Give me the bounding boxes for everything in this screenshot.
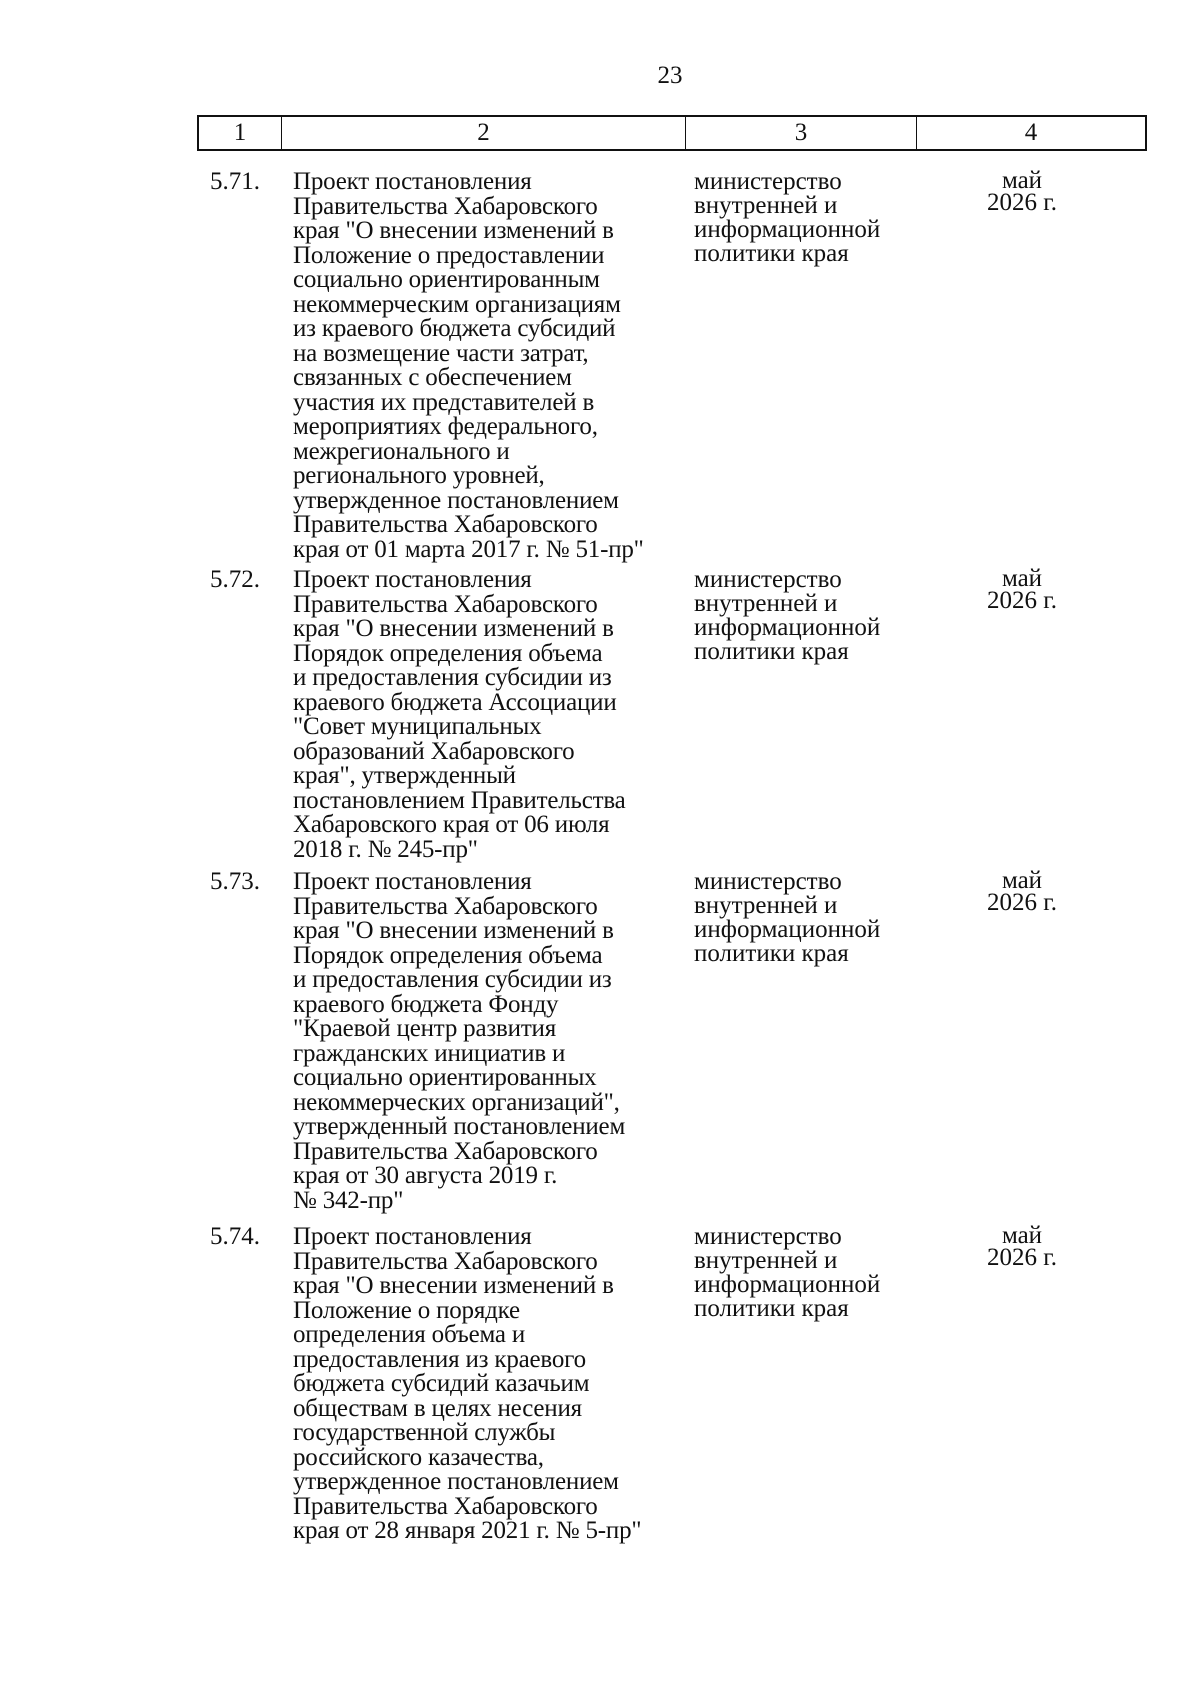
description-line: Правительства Хабаровского xyxy=(293,590,598,618)
table-header xyxy=(197,115,1147,151)
description-line: и предоставления субсидии из xyxy=(293,664,612,691)
description-line: утвержденный постановлением xyxy=(293,1113,626,1140)
deadline-line: 2026 г. xyxy=(987,889,1057,916)
description-line: некоммерческим организациям xyxy=(293,290,621,318)
executor-line: информационной xyxy=(694,1271,881,1298)
description-line: № 342-пр" xyxy=(293,1186,404,1214)
deadline-line: май xyxy=(1001,867,1043,894)
row-executor xyxy=(694,870,924,966)
executor-line: политики края xyxy=(694,1295,849,1322)
description-line: государственной службы xyxy=(293,1419,556,1446)
row-number: 5.71. xyxy=(210,168,260,195)
executor-line: политики края xyxy=(694,638,849,665)
row-number: 5.73. xyxy=(210,868,260,895)
description-line: краевого бюджета Фонду xyxy=(293,990,559,1018)
description-line: края от 30 августа 2019 г. xyxy=(293,1162,558,1189)
description-line: и предоставления субсидии из xyxy=(293,966,612,993)
description-line: Порядок определения объема xyxy=(293,639,603,667)
description-line: обществам в целях несения xyxy=(293,1394,582,1422)
description-line: края "О внесении изменений в xyxy=(293,217,614,244)
description-line: на возмещение части затрат, xyxy=(293,339,589,367)
executor-line: министерство xyxy=(694,868,842,895)
executor-line: политики края xyxy=(694,940,849,967)
row-deadline xyxy=(937,1222,1107,1271)
description-line: утвержденное постановлением xyxy=(293,1468,619,1495)
description-line: Хабаровского края от 06 июля xyxy=(293,811,610,838)
executor-line: министерство xyxy=(694,566,842,593)
executor-line: министерство xyxy=(694,1223,842,1250)
description-line: Правительства Хабаровского xyxy=(293,192,598,220)
description-line: Правительства Хабаровского xyxy=(293,511,598,538)
deadline-line: май xyxy=(1001,1222,1043,1249)
description-line: социально ориентированным xyxy=(293,266,600,293)
executor-line: внутренней и xyxy=(694,1247,838,1274)
description-line: российского казачества, xyxy=(293,1443,544,1471)
description-line: 2018 г. № 245-пр" xyxy=(293,835,478,863)
description-line: Проект постановления xyxy=(293,1223,532,1250)
description-line: некоммерческих организаций", xyxy=(293,1088,620,1116)
header-col-4: 4 xyxy=(1024,119,1038,146)
row-description xyxy=(293,568,678,862)
description-line: участия их представителей в xyxy=(293,388,595,416)
description-line: Правительства Хабаровского xyxy=(293,1247,598,1275)
description-line: Положение о предоставлении xyxy=(293,241,605,269)
row-executor xyxy=(694,1225,924,1321)
description-line: края", утвержденный xyxy=(293,762,516,789)
description-line: края "О внесении изменений в xyxy=(293,1272,614,1299)
row-executor xyxy=(694,170,924,266)
row-executor xyxy=(694,568,924,664)
header-col-3: 3 xyxy=(686,117,917,149)
description-line: Правительства Хабаровского xyxy=(293,1492,598,1520)
deadline-line: 2026 г. xyxy=(987,1244,1057,1271)
description-line: бюджета субсидий казачьим xyxy=(293,1370,590,1397)
row-description xyxy=(293,1225,678,1544)
header-col-1: 1 xyxy=(199,117,282,149)
description-line: края "О внесении изменений в xyxy=(293,917,614,944)
description-line: Правительства Хабаровского xyxy=(293,1137,598,1165)
header-col-2: 2 xyxy=(282,117,686,149)
description-line: Правительства Хабаровского xyxy=(293,892,598,920)
executor-line: министерство xyxy=(694,168,842,195)
description-line: края от 01 марта 2017 г. № 51-пр" xyxy=(293,535,644,563)
executor-line: внутренней и xyxy=(694,192,838,219)
executor-line: информационной xyxy=(694,216,881,243)
deadline-line: 2026 г. xyxy=(987,189,1057,216)
executor-line: внутренней и xyxy=(694,892,838,919)
description-line: края от 28 января 2021 г. № 5-пр" xyxy=(293,1517,642,1544)
deadline-line: май xyxy=(1001,167,1043,194)
description-line: Положение о порядке xyxy=(293,1296,520,1324)
description-line: утвержденное постановлением xyxy=(293,486,619,514)
description-line: предоставления из краевого xyxy=(293,1345,586,1373)
row-description xyxy=(293,170,678,562)
executor-line: внутренней и xyxy=(694,590,838,617)
description-line: определения объема и xyxy=(293,1321,526,1348)
executor-line: политики края xyxy=(694,240,849,267)
description-line: регионального уровней, xyxy=(293,462,545,489)
row-deadline xyxy=(937,167,1107,216)
description-line: "Совет муниципальных xyxy=(293,713,542,740)
deadline-line: 2026 г. xyxy=(987,587,1057,614)
description-line: Порядок определения объема xyxy=(293,941,603,969)
row-deadline xyxy=(937,867,1107,916)
description-line: мероприятиях федерального, xyxy=(293,413,598,440)
description-line: краевого бюджета Ассоциации xyxy=(293,688,617,716)
description-line: Проект постановления xyxy=(293,868,532,895)
description-line: Проект постановления xyxy=(293,168,532,195)
page-number: 23 xyxy=(657,62,683,89)
executor-line: информационной xyxy=(694,916,881,943)
description-line: образований Хабаровского xyxy=(293,737,575,765)
description-line: гражданских инициатив и xyxy=(293,1039,566,1067)
description-line: межрегионального и xyxy=(293,437,510,465)
description-line: постановлением Правительства xyxy=(293,786,626,814)
executor-line: информационной xyxy=(694,614,881,641)
description-line: "Краевой центр развития xyxy=(293,1015,557,1042)
deadline-line: май xyxy=(1001,565,1043,592)
row-description xyxy=(293,870,678,1213)
row-deadline xyxy=(937,565,1107,614)
row-number: 5.72. xyxy=(210,566,260,593)
row-number: 5.74. xyxy=(210,1223,260,1250)
description-line: края "О внесении изменений в xyxy=(293,615,614,642)
description-line: связанных с обеспечением xyxy=(293,364,572,391)
description-line: из краевого бюджета субсидий xyxy=(293,315,616,342)
description-line: Проект постановления xyxy=(293,566,532,593)
description-line: социально ориентированных xyxy=(293,1064,597,1091)
